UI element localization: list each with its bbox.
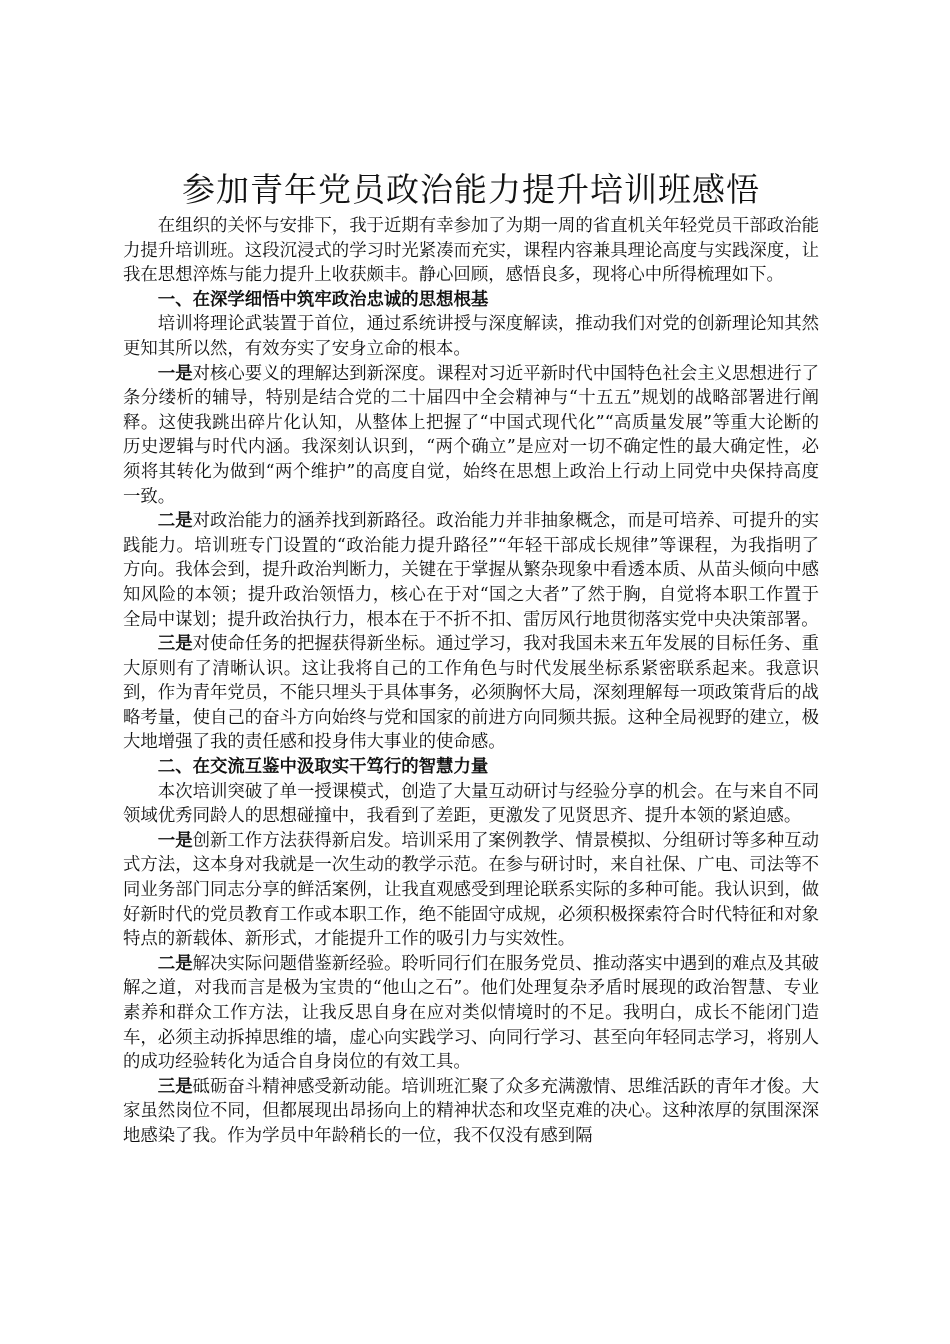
point-text: 对使命任务的把握获得新坐标。通过学习，我对我国未来五年发展的目标任务、重大原则有了清晰认识。这让我将自己的工作角色与时代发展坐标系紧密联系起来。我意识到，作为青年党员，不能只埋头于具体事务，必须胸怀大局，深刻理解每一项政策背后的战略考量，使自己的奋斗方向始终与党和国家的前进方向同频共振。这种全局视野的建立，极大地增强了我的责任感和投身伟大事业的使命感。 [123,634,819,753]
section-heading-1: 一、在深学细悟中筑牢政治忠诚的思想根基 [157,289,489,310]
point-text: 创新工作方法获得新启发。培训采用了案例教学、情景模拟、分组研讨等多种互动式方法，这本身对我就是一次生动的教学示范。在参与研讨时，来自社保、广电、司法等不同业务部门同志分享的鲜活案例，让我直观感受到理论联系实际的多种可能。我认识到，做好新时代的党员教育工作或本职工作，绝不能固守成规，必须积极探索符合时代特征和对象特点的新载体、新形式，才能提升工作的吸引力与实效性。 [123,830,819,950]
point-lead: 一是 [157,830,193,851]
section-2-point-2 [123,952,819,1075]
document-title: 参加青年党员政治能力提升培训班感悟 [182,170,760,209]
point-text: 对核心要义的理解达到新深度。课程对习近平新时代中国特色社会主义思想进行了条分缕析的辅导，特别是结合党的二十届四中全会精神与“十五五”规划的战略部署进行阐释。这使我跳出碎片化认知，从整体上把握了“中国式现代化”“高质量发展”等重大论断的历史逻辑与时代内涵。我深刻认识到，“两个确立”是应对一切不确定性的最大确定性，必须将其转化为做到“两个维护”的高度自觉，始终在思想上政治上行动上同党中央保持高度一致。 [123,363,819,507]
section-1-point-2 [123,509,819,632]
point-lead: 二是 [157,511,193,532]
section-2-point-3 [123,1075,819,1149]
section-2-point-1 [123,829,819,952]
point-lead: 一是 [157,363,193,384]
section-1-point-1 [123,362,819,510]
section-summary-2: 本次培训突破了单一授课模式，创造了大量互动研讨与经验分享的机会。在与来自不同领域优秀同龄人的思想碰撞中，我看到了差距，更激发了见贤思齐、提升本领的紧迫感。 [123,781,819,827]
document-page [123,168,819,1149]
point-lead: 三是 [157,1076,193,1097]
point-text: 对政治能力的涵养找到新路径。政治能力并非抽象概念，而是可培养、可提升的实践能力。培训班专门设置的“政治能力提升路径”“年轻干部成长规律”等课程，为我指明了方向。我体会到，提升政治判断力，关键在于掌握从繁杂现象中看透本质、从苗头倾向中感知风险的本领；提升政治领悟力，核心在于对“国之大者”了然于胸，自觉将本职工作置于全局中谋划；提升政治执行力，根本在于不折不扣、雷厉风行地贯彻落实党中央决策部署。 [123,511,819,630]
point-text: 解决实际问题借鉴新经验。聆听同行们在服务党员、推动落实中遇到的难点及其破解之道，对我而言是极为宝贵的“他山之石”。他们处理复杂矛盾时展现的政治智慧、专业素养和群众工作方法，让我反思自身在应对类似情境时的不足。我明白，成长不能闭门造车，必须主动拆掉思维的墙，虚心向实践学习、向同行学习、甚至向年轻同志学习，将别人的成功经验转化为适合自身岗位的有效工具。 [123,953,819,1073]
intro-paragraph: 在组织的关怀与安排下，我于近期有幸参加了为期一周的省直机关年轻党员干部政治能力提升培训班。这段沉浸式的学习时光紧凑而充实，课程内容兼具理论高度与实践深度，让我在思想淬炼与能力提升上收获颇丰。静心回顾，感悟良多，现将心中所得梳理如下。 [123,216,819,286]
section-summary-1: 培训将理论武装置于首位，通过系统讲授与深度解读，推动我们对党的创新理论知其然更知其所以然，有效夯实了安身立命的根本。 [123,314,819,359]
section-1-point-3 [123,632,819,755]
point-lead: 二是 [157,953,193,974]
point-lead: 三是 [157,634,193,655]
point-text: 砥砺奋斗精神感受新动能。培训班汇聚了众多充满激情、思维活跃的青年才俊。大家虽然岗位不同，但都展现出昂扬向上的精神状态和攻坚克难的决心。这种浓厚的氛围深深地感染了我。作为学员中年龄稍长的一位，我不仅没有感到隔 [123,1076,819,1146]
section-heading-2: 二、在交流互鉴中汲取实干笃行的智慧力量 [157,757,489,778]
